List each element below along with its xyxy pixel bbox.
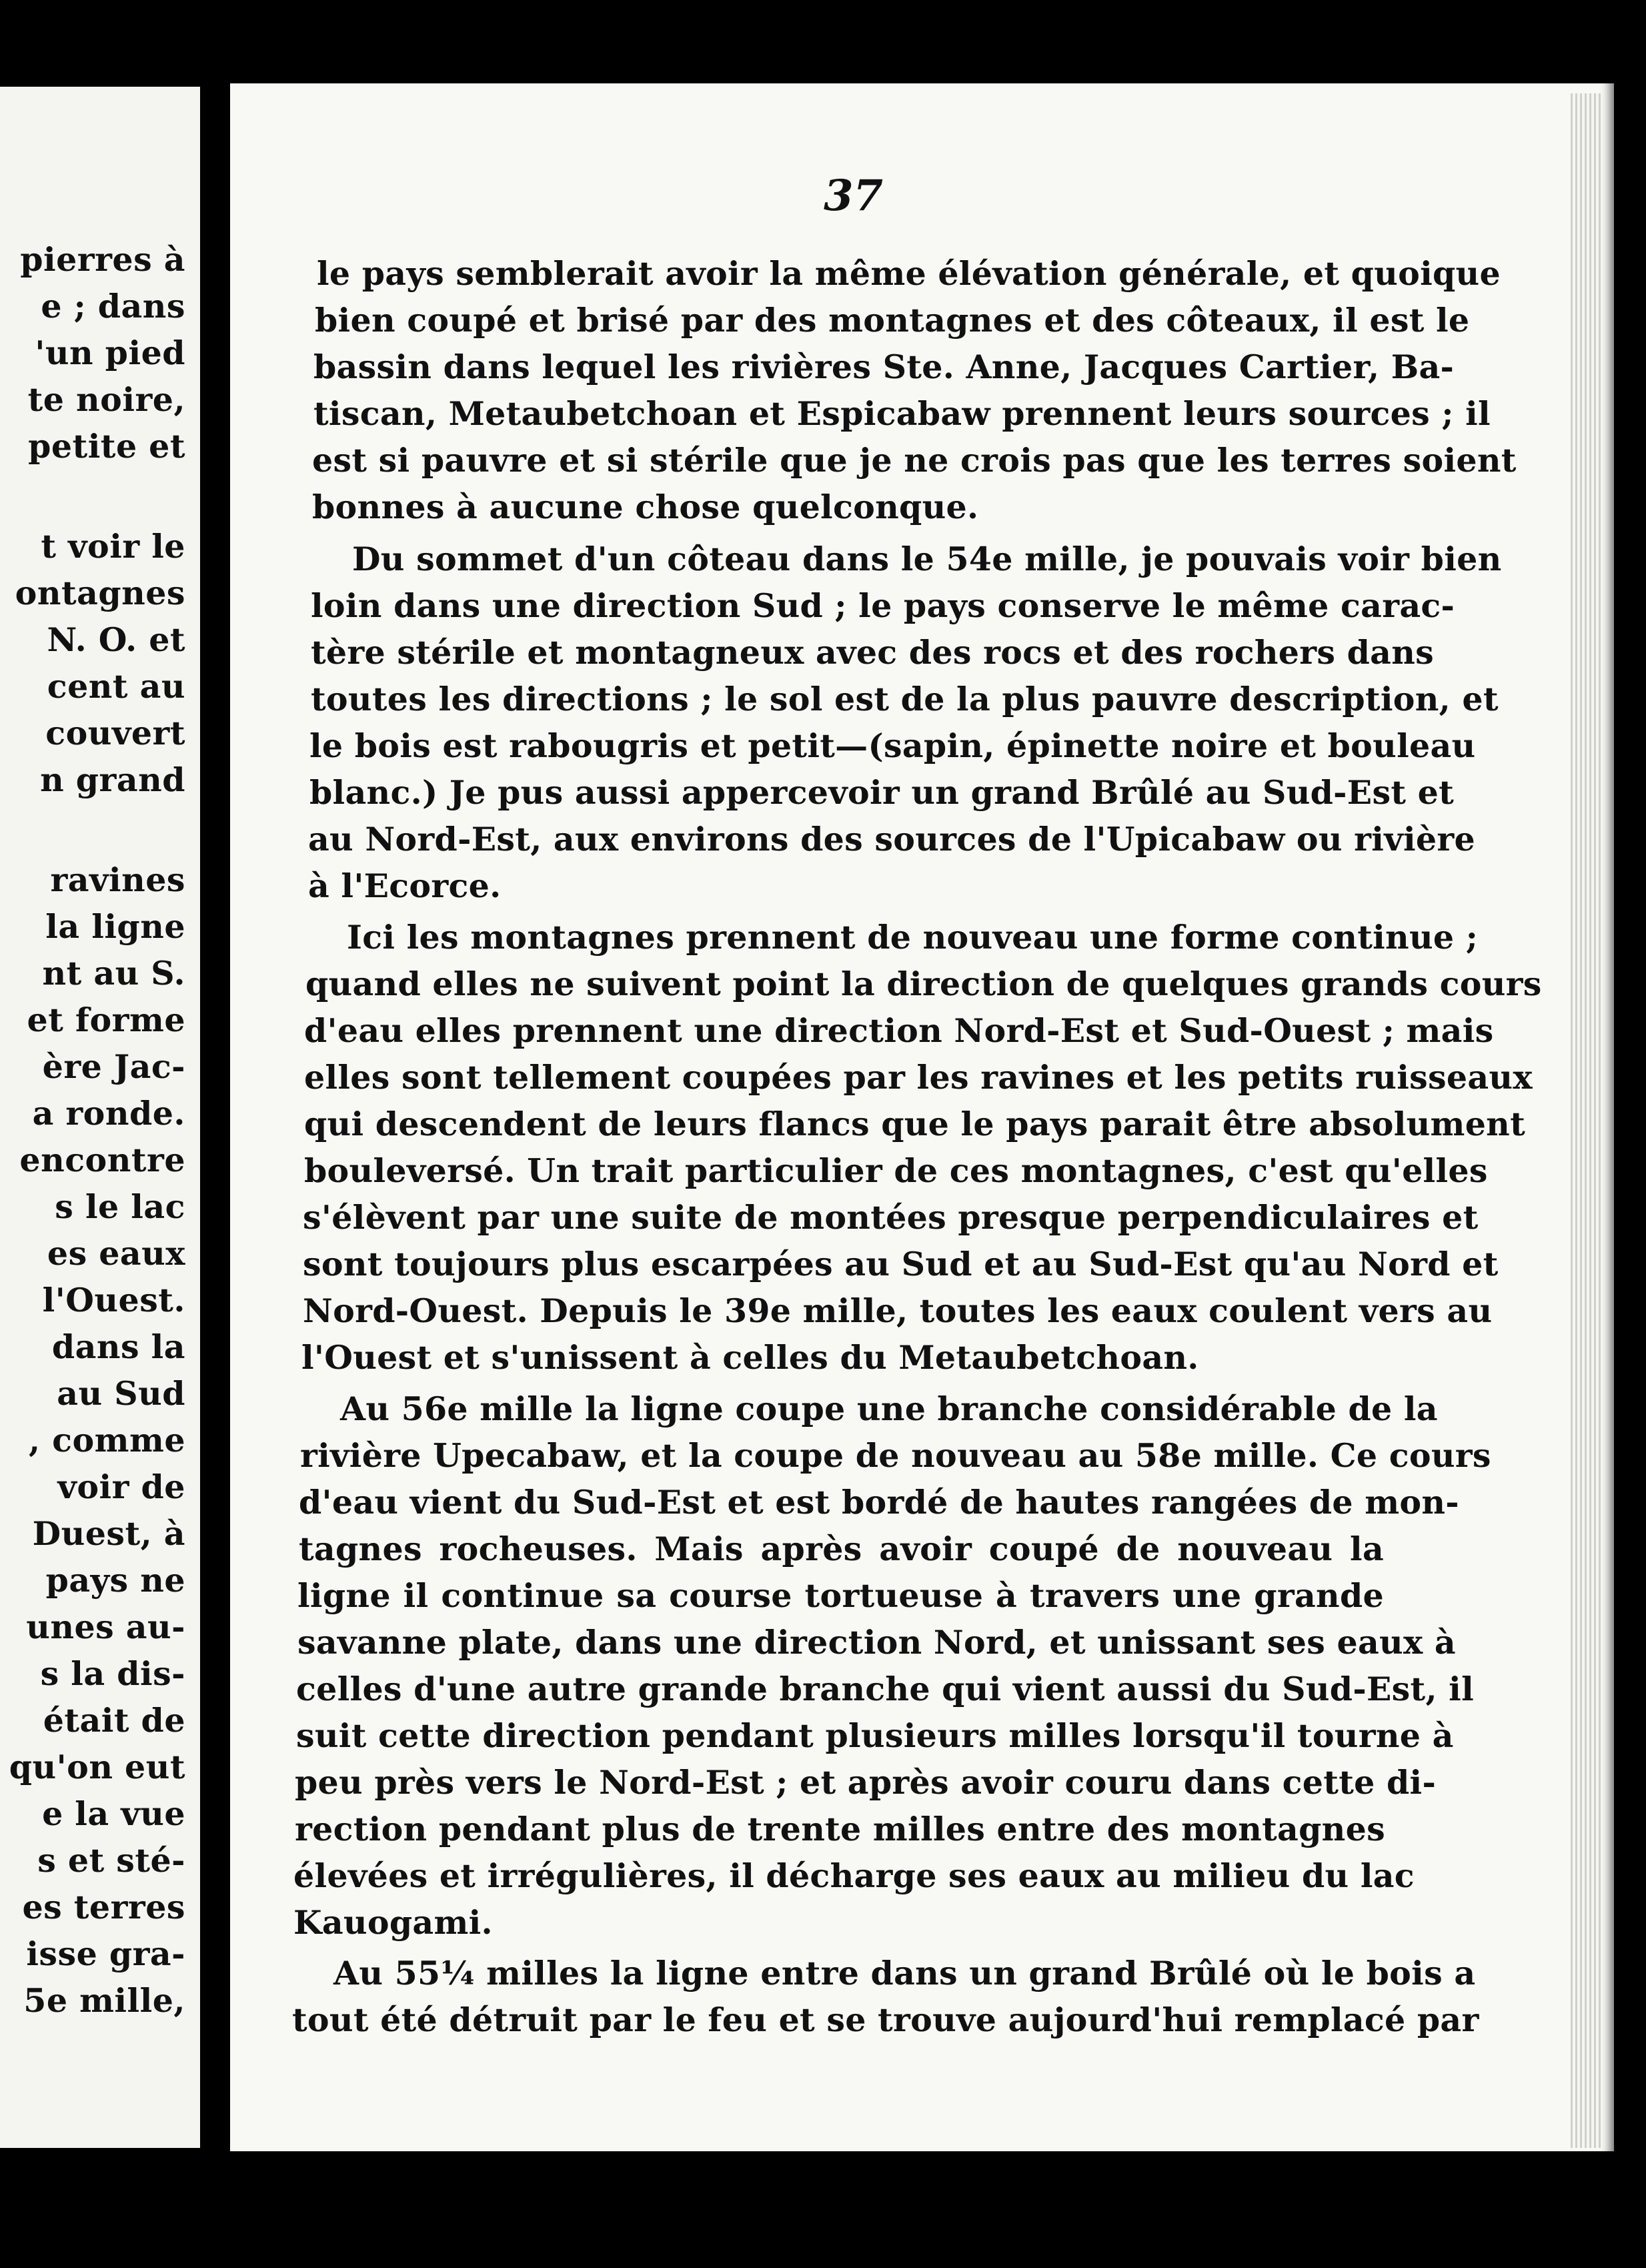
text-line: au Nord-Est, aux environs des sources de l'Upicabaw ou rivière xyxy=(308,820,1475,859)
text-line: Ici les montagnes prennent de nouveau une forme continue ; xyxy=(347,918,1479,957)
text-line: peu près vers le Nord-Est ; et après avoir couru dans cette di- xyxy=(295,1763,1437,1802)
left-page-fragment: isse gra- xyxy=(26,1934,185,1973)
page-edge xyxy=(1571,93,1601,2148)
text-line: quand elles ne suivent point la direction de quelques grands cours xyxy=(305,965,1542,1003)
left-page-fragment: s la dis- xyxy=(40,1654,185,1693)
left-page-fragment: es terres xyxy=(22,1888,185,1926)
left-page-fragment: nt au S. xyxy=(42,954,185,993)
text-line: bien coupé et brisé par des montagnes et des côteaux, il est le xyxy=(315,301,1470,340)
text-line: le pays semblerait avoir la même élévation générale, et quoique xyxy=(317,254,1501,293)
left-page-fragment: te noire, xyxy=(27,380,185,419)
text-line: sont toujours plus escarpées au Sud et au Sud-Est qu'au Nord et xyxy=(303,1245,1499,1283)
text-line: Du sommet d'un côteau dans le 54e mille, je pouvais voir bien xyxy=(352,540,1502,578)
text-line: Au 56e mille la ligne coupe une branche considérable de la xyxy=(340,1389,1438,1428)
text-line: bonnes à aucune chose quelconque. xyxy=(312,488,979,526)
text-line: s'élèvent par une suite de montées presque perpendiculaires et xyxy=(303,1198,1479,1237)
text-line: Kauogami. xyxy=(293,1903,493,1942)
text-line: tère stérile et montagneux avec des rocs et des rochers dans xyxy=(311,633,1435,672)
left-page-fragment: es eaux xyxy=(47,1234,185,1273)
left-page-fragment: et forme xyxy=(27,1001,185,1039)
text-line: ligne il continue sa course tortueuse à travers une grande xyxy=(297,1576,1384,1615)
text-line: est si pauvre et si stérile que je ne crois pas que les terres soient xyxy=(312,441,1517,480)
text-line: le bois est rabougris et petit—(sapin, épinette noire et bouleau xyxy=(309,726,1476,765)
text-line: suit cette direction pendant plusieurs milles lorsqu'il tourne à xyxy=(296,1716,1454,1755)
text-line: tagnes rocheuses. Mais après avoir coupé de nouveau la xyxy=(299,1530,1384,1568)
left-page-fragment: encontre xyxy=(19,1141,185,1179)
text-line: d'eau vient du Sud-Est et est bordé de hautes rangées de mon- xyxy=(299,1483,1459,1522)
left-page-fragment: au Sud xyxy=(57,1374,185,1413)
left-page-fragment: ontagnes xyxy=(15,574,185,612)
left-page-fragment: l'Ouest. xyxy=(42,1281,185,1319)
text-line: d'eau elles prennent une direction Nord-Est et Sud-Ouest ; mais xyxy=(304,1011,1494,1050)
left-page-fragment: unes au- xyxy=(26,1608,185,1646)
text-line: qui descendent de leurs flancs que le pays parait être absolument xyxy=(304,1105,1526,1143)
text-line: bassin dans lequel les rivières Ste. Anne, Jacques Cartier, Ba- xyxy=(313,348,1455,386)
left-page-fragment: cent au xyxy=(47,667,185,706)
left-page-fragment: 5e mille, xyxy=(23,1981,185,2020)
left-page-fragment: était de xyxy=(43,1701,185,1740)
text-line: bouleversé. Un trait particulier de ces montagnes, c'est qu'elles xyxy=(304,1151,1488,1190)
text-line: blanc.) Je pus aussi appercevoir un grand Brûlé au Sud-Est et xyxy=(309,773,1455,812)
left-page-fragment: voir de xyxy=(57,1468,185,1506)
left-page-fragment: couvert xyxy=(45,714,185,752)
left-page-fragment: qu'on eut xyxy=(9,1748,185,1786)
left-page-fragment: t voir le xyxy=(41,527,185,566)
left-page-fragment: n grand xyxy=(40,760,185,799)
text-line: élevées et irrégulières, il décharge ses eaux au milieu du lac xyxy=(293,1856,1415,1895)
left-page-fragment: e la vue xyxy=(42,1794,185,1833)
text-line: toutes les directions ; le sol est de la plus pauvre description, et xyxy=(311,680,1499,718)
left-page-fragment: 'un pied xyxy=(35,334,185,372)
left-page-fragment: ère Jac- xyxy=(42,1047,185,1086)
text-line: elles sont tellement coupées par les ravines et les petits ruisseaux xyxy=(304,1058,1533,1097)
text-line: Au 55¼ milles la ligne entre dans un grand Brûlé où le bois a xyxy=(333,1954,1476,1993)
left-page-fragment: e ; dans xyxy=(41,287,185,326)
left-page-fragment: ravines xyxy=(50,861,185,899)
text-line: Nord-Ouest. Depuis le 39e mille, toutes les eaux coulent vers au xyxy=(303,1291,1493,1330)
left-page xyxy=(0,87,200,2148)
text-line: savanne plate, dans une direction Nord, et unissant ses eaux à xyxy=(297,1623,1456,1662)
left-page-fragment: la ligne xyxy=(45,907,185,946)
left-page-fragment: pays ne xyxy=(45,1561,185,1600)
left-page-fragment: s le lac xyxy=(55,1187,185,1226)
left-page-fragment: dans la xyxy=(51,1327,185,1366)
text-line: loin dans une direction Sud ; le pays conserve le même carac- xyxy=(311,586,1455,625)
text-line: tout été détruit par le feu et se trouve aujourd'hui remplacé par xyxy=(292,2001,1479,2039)
left-page-fragment: , comme xyxy=(28,1421,185,1460)
text-line: tiscan, Metaubetchoan et Espicabaw prennent leurs sources ; il xyxy=(313,394,1491,433)
left-page-fragment: Duest, à xyxy=(32,1514,185,1553)
left-page-fragment: s et sté- xyxy=(37,1841,185,1880)
page-number: 37 xyxy=(824,171,884,221)
text-line: rection pendant plus de trente milles entre des montagnes xyxy=(295,1810,1385,1848)
text-line: à l'Ecorce. xyxy=(308,867,502,905)
left-page-fragment: N. O. et xyxy=(47,620,185,659)
left-page-fragment: a ronde. xyxy=(32,1094,185,1133)
text-line: l'Ouest et s'unissent à celles du Metaubetchoan. xyxy=(301,1338,1199,1377)
text-line: celles d'une autre grande branche qui vient aussi du Sud-Est, il xyxy=(296,1670,1474,1708)
text-line: rivière Upecabaw, et la coupe de nouveau au 58e mille. Ce cours xyxy=(300,1436,1491,1475)
left-page-fragment: pierres à xyxy=(20,240,185,279)
left-page-fragment: petite et xyxy=(28,427,185,466)
